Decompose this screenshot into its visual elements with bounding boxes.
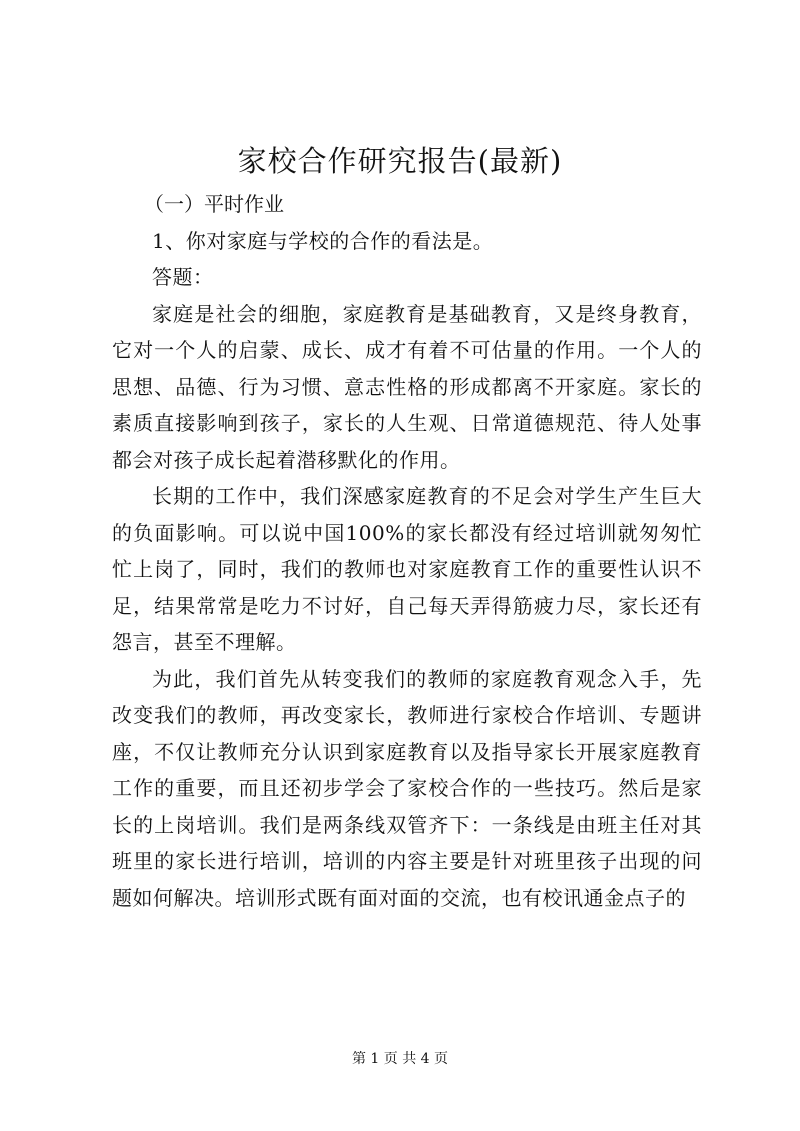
- paragraph-2: 长期的工作中，我们深感家庭教育的不足会对学生产生巨大的负面影响。可以说中国100%的家长都没有经过培训就匆匆忙忙上岗了，同时，我们的教师也对家庭教育工作的重要性认识不足，结果常常是吃力不讨好，自己每天弄得筋疲力尽，家长还有怨言，甚至不理解。: [112, 484, 702, 654]
- document-body: [112, 186, 702, 916]
- section-heading: （一）平时作业: [144, 192, 284, 216]
- paragraph-3: 为此，我们首先从转变我们的教师的家庭教育观念入手，先改变我们的教师，再改变家长，教师进行家校合作培训、专题讲座，不仅让教师充分认识到家庭教育以及指导家长开展家庭教育工作的重要，而且还初步学会了家校合作的一些技巧。然后是家长的上岗培训。我们是两条线双管齐下：一条线是由班主任对其班里的家长进行培训，培训的内容主要是针对班里孩子出现的问题如何解决。培训形式既有面对面的交流，也有校讯通金点子的: [112, 666, 702, 910]
- question-text: 1、你对家庭与学校的合作的看法是。: [152, 228, 494, 253]
- page-footer: 第 1 页 共 4 页: [351, 1051, 449, 1067]
- paragraph-1: 家庭是社会的细胞，家庭教育是基础教育，又是终身教育，它对一个人的启蒙、成长、成才有着不可估量的作用。一个人的思想、品德、行为习惯、意志性格的形成都离不开家庭。家长的素质直接影响到孩子，家长的人生观、日常道德规范、待人处事都会对孩子成长起着潜移默化的作用。: [112, 301, 702, 472]
- document-title: 家校合作研究报告(最新): [237, 144, 563, 178]
- answer-label: 答题：: [152, 265, 214, 289]
